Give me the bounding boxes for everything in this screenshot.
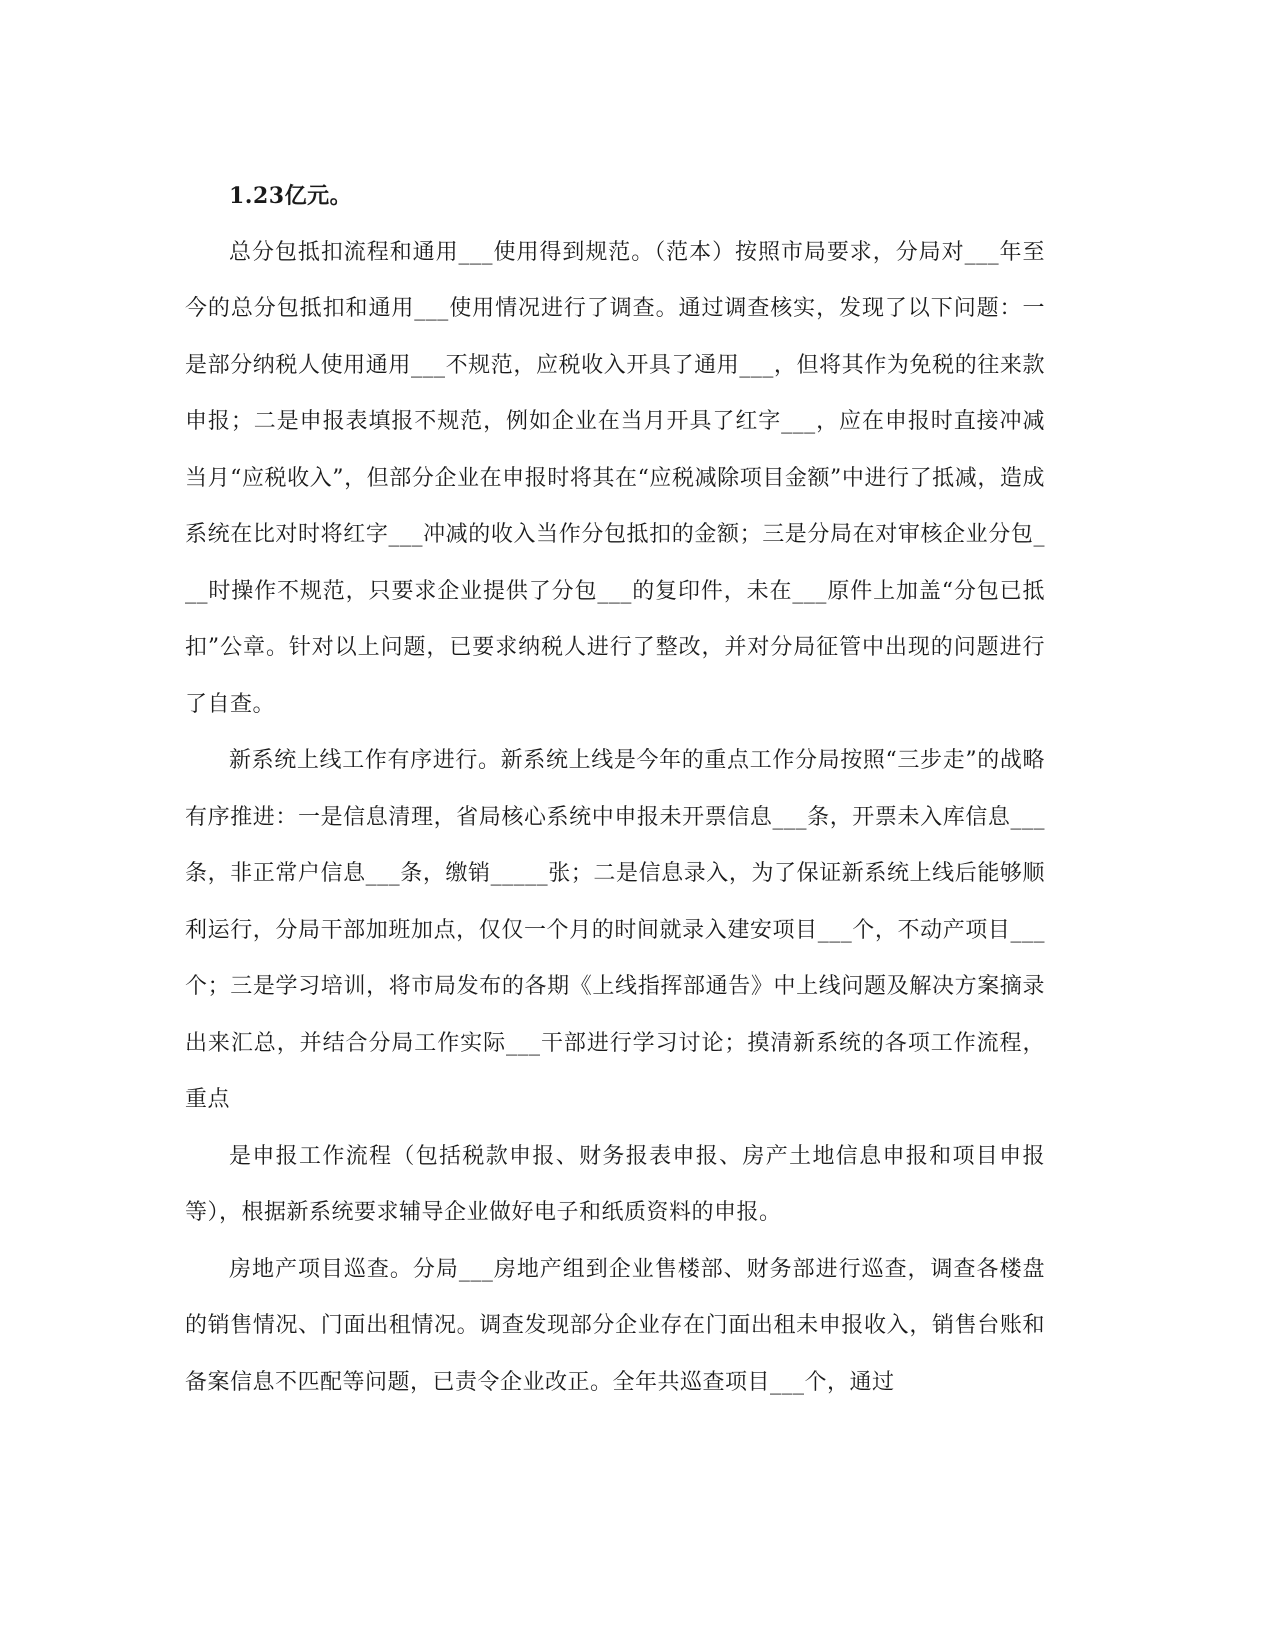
paragraph-amount: 1.23亿元。 [229,183,353,209]
paragraph-real-estate-inspection: 房地产项目巡查。分局___房地产组到企业售楼部、财务部进行巡查，调查各楼盘的销售情况、门面出租情况。调查发现部分企业存在门面出租未申报收入，销售台账和备案信息不匹配等问题，已责令企业改正。全年共巡查项目___个，通过 [185,1256,1045,1395]
paragraph-new-system-launch: 新系统上线工作有序进行。新系统上线是今年的重点工作分局按照“三步走”的战略有序推进：一是信息清理，省局核心系统中申报未开票信息___条，开票未入库信息___条，非正常户信息___条，缴销_____张；二是信息录入，为了保证新系统上线后能够顺利运行，分局干部加班加点，仅仅一个月的时间就录入建安项目___个，不动产项目___个；三是学习培训，将市局发布的各期《上线指挥部通告》中上线问题及解决方案摘录出来汇总，并结合分局工作实际___干部进行学习讨论；摸清新系统的各项工作流程，重点 [185,748,1045,1112]
document-body [185,168,1045,1411]
paragraph-declaration-process: 是申报工作流程（包括税款申报、财务报表申报、房产土地信息申报和项目申报等），根据新系统要求辅导企业做好电子和纸质资料的申报。 [185,1143,1045,1225]
paragraph-subcontract-deduction: 总分包抵扣流程和通用___使用得到规范。（范本）按照市局要求，分局对___年至今的总分包抵扣和通用___使用情况进行了调查。通过调查核实，发现了以下问题：一是部分纳税人使用通用___不规范，应税收入开具了通用___，但将其作为免税的往来款申报；二是申报表填报不规范，例如企业在当月开具了红字___，应在申报时直接冲减当月“应税收入”，但部分企业在申报时将其在“应税减除项目金额”中进行了抵减，造成系统在比对时将红字___冲减的收入当作分包抵扣的金额；三是分局在对审核企业分包___时操作不规范，只要求企业提供了分包___的复印件，未在___原件上加盖“分包已抵扣”公章。针对以上问题，已要求纳税人进行了整改，并对分局征管中出现的问题进行了自查。 [185,239,1045,717]
